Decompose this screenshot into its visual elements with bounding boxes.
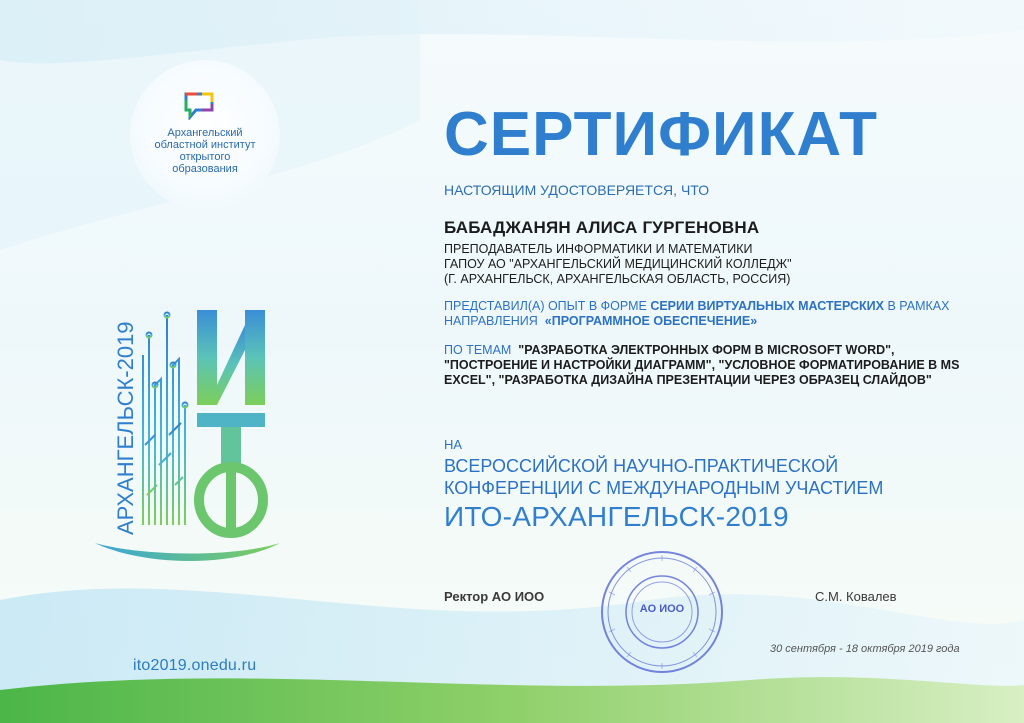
recipient-details: [444, 242, 792, 287]
presented-prefix: ПРЕДСТАВИЛ(А) ОПЫТ В ФОРМЕ: [444, 299, 647, 313]
conference-title: [444, 455, 883, 499]
event-name: ИТО-АРХАНГЕЛЬСК-2019: [444, 501, 789, 532]
vertical-city-text: АРХАНГЕЛЬСК-2019: [113, 321, 138, 535]
letter-t: [197, 413, 265, 467]
logo-base-swoosh: [95, 543, 280, 561]
detail-line: ПРЕПОДАВАТЕЛЬ ИНФОРМАТИКИ И МАТЕМАТИКИ: [444, 242, 753, 256]
topics-label: ПО ТЕМАМ: [444, 343, 512, 357]
topics-text: "РАЗРАБОТКА ЭЛЕКТРОННЫХ ФОРМ В MICROSOFT WORD", "ПОСТРОЕНИЕ И НАСТРОЙКИ ДИАГРАММ", "УСЛОВНОЕ ФОРМАТИРОВАНИЕ В MS EXCEL", "РАЗРАБОТКА ДИЗАЙНА ПРЕЗЕНТАЦИИ ЧЕРЕЗ ОБРАЗЕЦ СЛАЙДОВ": [444, 343, 960, 387]
recipient-name: БАБАДЖАНЯН АЛИСА ГУРГЕНОВНА: [444, 218, 760, 237]
presented-paragraph: [444, 299, 984, 329]
org-name-line: областной институт: [154, 139, 256, 151]
ito-event-logo: [85, 295, 285, 565]
website-url[interactable]: ito2019.onedu.ru: [133, 657, 257, 674]
na-label: НА: [444, 437, 463, 452]
presented-mid: В РАМКАХ НАПРАВЛЕНИЯ: [444, 299, 950, 328]
org-name-line: образования: [172, 163, 238, 175]
organization-name: [135, 127, 275, 175]
conference-line: ВСЕРОССИЙСКОЙ НАУЧНО-ПРАКТИЧЕСКОЙ: [444, 456, 839, 476]
certifies-line: НАСТОЯЩИМ УДОСТОВЕРЯЕТСЯ, ЧТО: [444, 182, 710, 198]
circuit-towers: [143, 313, 188, 526]
event-dates: 30 сентября - 18 октября 2019 года: [770, 643, 960, 655]
stamp-center-text: АО ИОО: [639, 603, 685, 615]
org-name-line: Архангельский: [167, 127, 243, 139]
speech-bubble-icon: [182, 90, 218, 120]
org-name-line: открытого: [179, 151, 231, 163]
detail-line: ГАПОУ АО "АРХАНГЕЛЬСКИЙ МЕДИЦИНСКИЙ КОЛЛЕДЖ": [444, 257, 792, 271]
presented-direction: «ПРОГРАММНОЕ ОБЕСПЕЧЕНИЕ»: [544, 314, 758, 328]
certificate-title: СЕРТИФИКАТ: [444, 100, 878, 169]
detail-line: (Г. АРХАНГЕЛЬСК, АРХАНГЕЛЬСКАЯ ОБЛАСТЬ, РОССИЯ): [444, 272, 791, 286]
letter-o: [199, 467, 263, 533]
signer-name: С.М. Ковалев: [815, 589, 897, 604]
topics-paragraph: [444, 343, 984, 388]
letter-i: [197, 310, 265, 405]
rector-label: Ректор АО ИОО: [444, 589, 545, 604]
presented-form: СЕРИИ ВИРТУАЛЬНЫХ МАСТЕРСКИХ: [650, 299, 884, 313]
conference-line: КОНФЕРЕНЦИИ С МЕЖДУНАРОДНЫМ УЧАСТИЕМ: [444, 478, 884, 498]
